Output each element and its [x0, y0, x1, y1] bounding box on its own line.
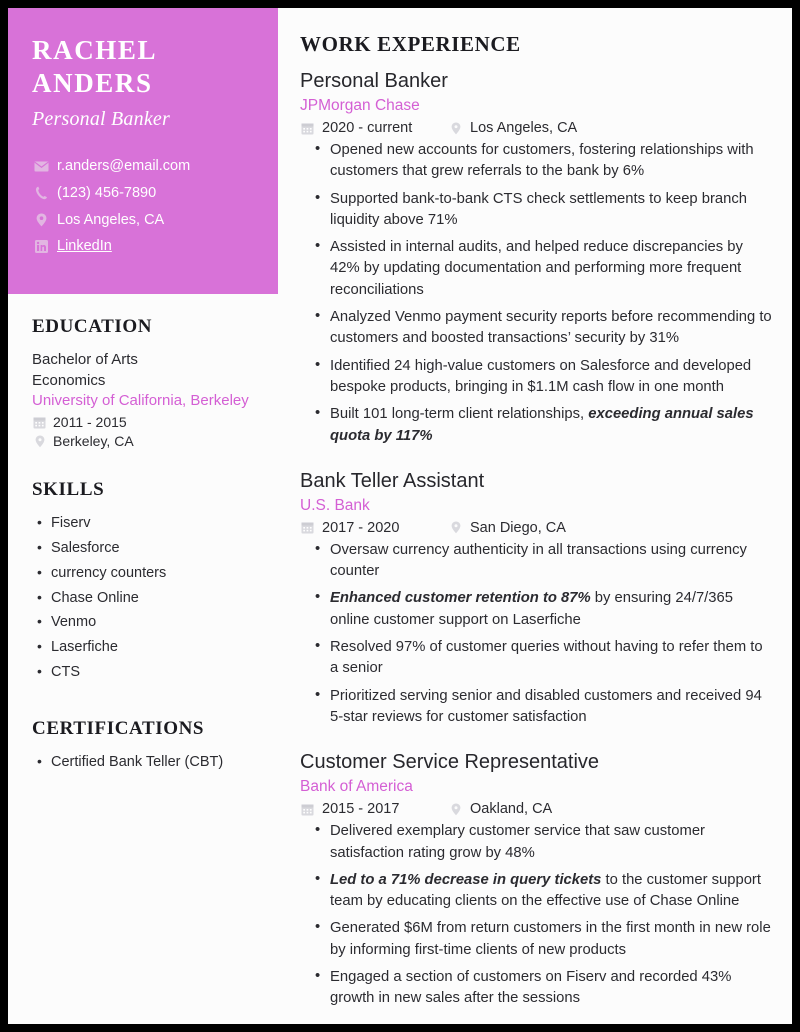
- header-block: [8, 8, 278, 294]
- education-school: University of California, Berkeley: [32, 392, 249, 410]
- skills-section: [32, 479, 256, 683]
- contact-location: [32, 211, 254, 230]
- certifications-list: [32, 752, 256, 774]
- candidate-title: Personal Banker: [32, 107, 170, 130]
- contact-location-text: Los Angeles, CA: [57, 211, 165, 228]
- list-item: • Chase Online: [51, 588, 256, 610]
- job-entry: [300, 69, 774, 447]
- calendar-icon: [300, 521, 315, 534]
- map-pin-icon: [448, 803, 463, 816]
- job-meta: [300, 120, 774, 136]
- job-location: [448, 520, 566, 536]
- contact-linkedin-text[interactable]: LinkedIn: [57, 238, 112, 255]
- list-item: • Laserfiche: [51, 637, 256, 659]
- job-dates-text: 2015 - 2017: [322, 801, 400, 818]
- job-role: Bank Teller Assistant: [300, 469, 485, 492]
- job-dates: [300, 520, 448, 536]
- sidebar-body: [8, 294, 278, 773]
- job-company: Bank of America: [300, 778, 413, 796]
- list-item: • Assisted in internal audits, and helped reduce discrepancies by 42% by updating documentation and performing more frequent reconciliations: [330, 237, 774, 301]
- contact-email: [32, 157, 254, 176]
- education-field: Economics: [32, 371, 106, 389]
- job-role: Personal Banker: [300, 70, 448, 92]
- education-dates-text: 2011 - 2015: [53, 414, 127, 431]
- candidate-name: [32, 34, 254, 100]
- work-experience-heading: WORK EXPERIENCE: [300, 32, 521, 56]
- job-meta: [300, 801, 774, 817]
- candidate-name-line2: ANDERS: [32, 67, 153, 98]
- contact-phone-text: (123) 456-7890: [57, 184, 157, 201]
- list-item: • Enhanced customer retention to 87% by ensuring 24/7/365 online customer support on Laserfiche: [330, 588, 774, 631]
- calendar-icon: [300, 803, 315, 816]
- certifications-heading: CERTIFICATIONS: [32, 717, 205, 739]
- map-pin-icon: [448, 521, 463, 534]
- certifications-section: [32, 718, 256, 774]
- list-item: • Generated $6M from return customers in the first month in new role by informing first-time clients of new products: [330, 918, 774, 961]
- list-item: • Resolved 97% of customer queries without having to refer them to a senior: [330, 637, 774, 680]
- list-item: • Analyzed Venmo payment security reports before recommending to customers and boosted transactions’ security by 31%: [330, 307, 774, 350]
- map-pin-icon: [448, 122, 463, 135]
- skills-list: [32, 513, 256, 683]
- list-item: • Delivered exemplary customer service that saw customer satisfaction rating grow by 48%: [330, 821, 774, 864]
- resume-columns: [8, 8, 792, 1024]
- job-meta: [300, 520, 774, 536]
- job-dates: [300, 120, 448, 136]
- job-company: JPMorgan Chase: [300, 97, 420, 114]
- education-dates: [32, 414, 256, 430]
- job-role: Customer Service Representative: [300, 751, 600, 774]
- contact-email-text: r.anders@email.com: [57, 157, 191, 174]
- envelope-icon: [32, 161, 50, 172]
- job-company: U.S. Bank: [300, 496, 370, 514]
- education-section: [32, 316, 256, 449]
- list-item: • Led to a 71% decrease in query tickets to the customer support team by educating clients on the effective use of Chase Online: [330, 870, 774, 913]
- candidate-name-line1: RACHEL: [32, 35, 158, 65]
- education-degree: Bachelor of Arts: [32, 351, 138, 369]
- main-column: [278, 8, 792, 1024]
- contact-list: [32, 157, 254, 256]
- job-entry: [300, 750, 774, 1009]
- map-pin-icon: [32, 435, 47, 448]
- job-dates-text: 2020 - current: [322, 120, 413, 136]
- list-item: • currency counters: [51, 563, 256, 585]
- job-dates: [300, 801, 448, 817]
- job-location: [448, 120, 577, 136]
- list-item: • Opened new accounts for customers, fostering relationships with customers that grew referrals to the bank by 6%: [330, 140, 774, 183]
- job-bullets: [300, 140, 774, 447]
- calendar-icon: [32, 416, 47, 429]
- education-location-text: Berkeley, CA: [53, 433, 134, 450]
- list-item: • Identified 24 high-value customers on Salesforce and developed bespoke products, bringing in $1.1M cash flow in one month: [330, 356, 774, 399]
- job-location: [448, 801, 552, 817]
- list-item: • Certified Bank Teller (CBT): [51, 752, 256, 774]
- map-pin-icon: [32, 213, 50, 227]
- job-entry: [300, 469, 774, 728]
- job-dates-text: 2017 - 2020: [322, 519, 400, 536]
- skills-heading: SKILLS: [32, 479, 105, 501]
- list-item: • Built 101 long-term client relationships, exceeding annual sales quota by 117%: [330, 404, 774, 447]
- job-bullets: [300, 540, 774, 728]
- job-bullets: [300, 821, 774, 1009]
- contact-linkedin[interactable]: [32, 237, 254, 256]
- list-item: • Fiserv: [51, 513, 256, 535]
- list-item: • Salesforce: [51, 538, 256, 560]
- education-location: [32, 433, 256, 449]
- sidebar: [8, 8, 278, 1024]
- list-item: • Engaged a section of customers on Fiserv and recorded 43% growth in new sales after the sessions: [330, 967, 774, 1010]
- list-item: • Oversaw currency authenticity in all transactions using currency counter: [330, 540, 774, 583]
- job-location-text: Los Angeles, CA: [470, 120, 578, 136]
- calendar-icon: [300, 122, 315, 135]
- contact-phone: [32, 184, 254, 203]
- resume-page: [8, 8, 792, 1024]
- job-location-text: San Diego, CA: [470, 519, 566, 536]
- linkedin-icon: [32, 240, 50, 253]
- list-item: • CTS: [51, 662, 256, 684]
- phone-icon: [32, 186, 50, 200]
- list-item: • Venmo: [51, 612, 256, 634]
- list-item: • Prioritized serving senior and disabled customers and received 94 5-star reviews for customer satisfaction: [330, 686, 774, 729]
- list-item: • Supported bank-to-bank CTS check settlements to keep branch liquidity above 71%: [330, 189, 774, 232]
- education-heading: EDUCATION: [32, 316, 153, 338]
- job-location-text: Oakland, CA: [470, 801, 553, 818]
